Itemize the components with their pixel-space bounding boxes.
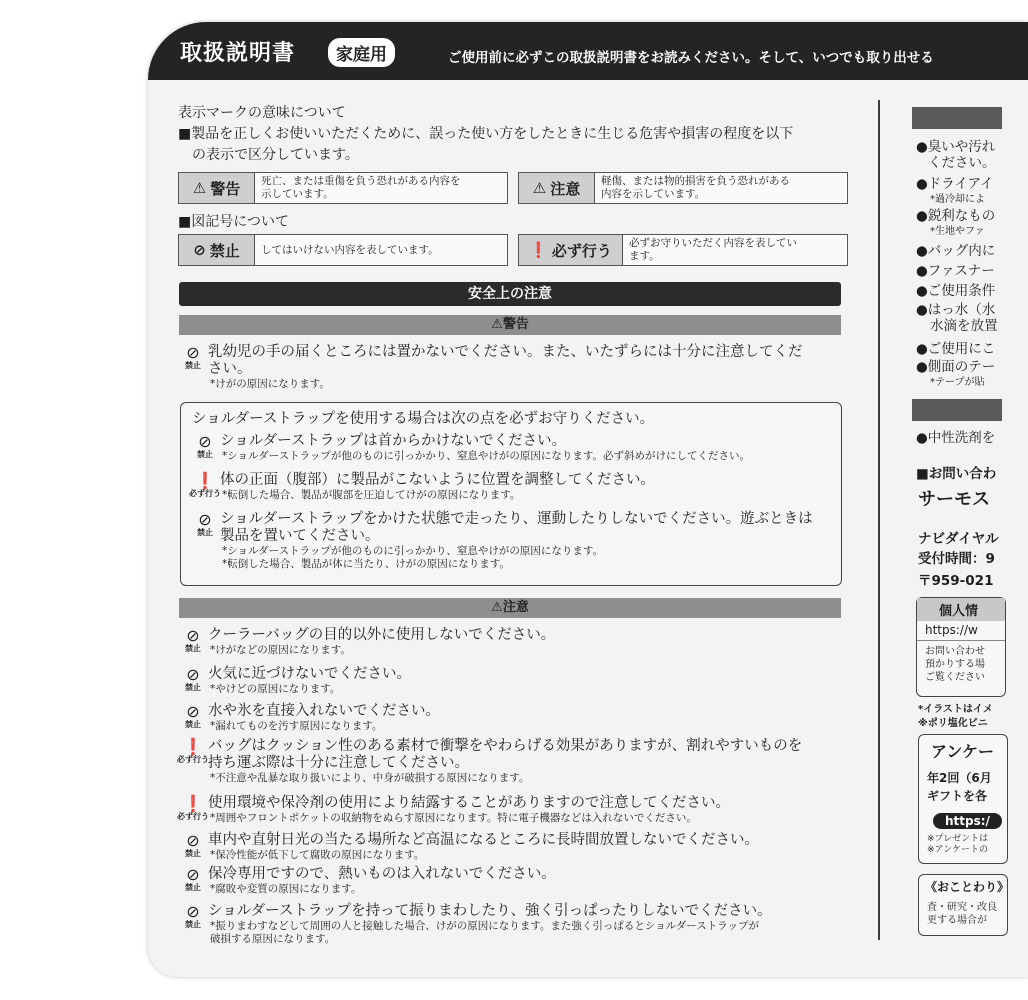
notice-box — [918, 874, 1008, 936]
privacy-box — [916, 597, 1006, 697]
mandatory-caption: 必ず行う — [177, 755, 209, 764]
warning-text-2: さい。 — [208, 361, 252, 377]
right-column-line: ●側面のテー — [916, 359, 996, 375]
caution-text: 使用環境や保冷剤の使用により結露することがありますので注意してください。 — [208, 795, 730, 811]
prohibit-caption: 禁止 — [185, 883, 201, 892]
caution-item — [178, 703, 440, 733]
strap-text: 体の正面（腹部）に製品がこないように位置を調整してください。 — [220, 472, 655, 488]
right-section-bar-2 — [912, 399, 1002, 421]
caution-note: *不注意や乱暴な取り扱いにより、中身が破損する原因になります。 — [210, 772, 530, 784]
severity-marks-row — [178, 172, 848, 204]
symbols-heading: ■図記号について — [178, 214, 289, 230]
caution-text: 水や氷を直接入れないでください。 — [208, 703, 440, 719]
illustration-note: *イラストはイメ — [918, 704, 993, 715]
caution-note: *やけどの原因になります。 — [210, 683, 341, 695]
prohibit-icon: ⊘ — [198, 510, 212, 529]
mandatory-caption: 必ず行う — [189, 489, 221, 498]
survey-body-2: ギフトを各 — [927, 789, 988, 803]
strap-item-position — [190, 472, 655, 502]
caution-note: *保冷性能が低下して腐敗の原因になります。 — [210, 849, 425, 861]
mandatory-mark-label: 必ず行う — [551, 241, 612, 260]
exclamation-icon: ❗ — [183, 737, 203, 756]
mandatory-mark-box — [518, 234, 848, 266]
caution-note: *周囲やフロントポケットの収納物をぬらす原因になります。特に電子機器などは入れないでください。 — [210, 812, 697, 824]
strap-note: *ショルダーストラップが他のものに引っかかり、窒息やけがの原因になります。必ず斜めがけにしてください。 — [222, 450, 751, 462]
prohibit-icon: ⊘ — [186, 831, 200, 850]
warning-text: 乳幼児の手の届くところには置かないでください。また、いたずらには十分に注意してくだ — [208, 344, 803, 360]
exclamation-icon: ❗ — [195, 471, 215, 490]
warning-mark-desc: 死亡、または重傷を負う恐れがある内容を — [261, 175, 461, 187]
survey-url[interactable]: https:/ — [933, 813, 1002, 829]
strap-text: ショルダーストラップをかけた状態で走ったり、運動したりしないでください。遊ぶときは — [220, 511, 813, 527]
prohibit-caption: 禁止 — [185, 920, 201, 929]
privacy-body-1: お問い合わせ — [925, 646, 985, 657]
privacy-url[interactable]: https://w — [925, 623, 978, 637]
caution-text: 車内や直射日光の当たる場所など高温になるところに長時間放置しないでください。 — [208, 832, 759, 848]
right-section-bar — [912, 107, 1002, 129]
caution-text: クーラーバッグの目的以外に使用しないでください。 — [208, 627, 556, 643]
right-column-line: *過冷却によ — [930, 194, 985, 205]
strap-note: *転倒した場合、製品が腹部を圧迫してけがの原因になります。 — [222, 489, 521, 501]
privacy-body-3: ご覧ください — [925, 672, 985, 683]
caution-item — [178, 903, 772, 946]
caution-note-2: 破損する原因になります。 — [210, 933, 336, 945]
survey-body-1: 年2回（6月 — [927, 771, 992, 785]
mandatory-mark-desc: 必ずお守りいただく内容を表してい — [629, 237, 797, 249]
right-column-line: ■お問い合わ — [916, 466, 997, 482]
prohibit-icon: ⊘ — [186, 626, 200, 645]
right-column-line: ●ご使用にこ — [916, 341, 996, 357]
strap-item-neck — [190, 433, 750, 463]
strap-note: *ショルダーストラップが他のものに引っかかり、窒息やけがの原因になります。 — [222, 545, 604, 557]
warning-bar: ⚠警告 — [179, 315, 841, 335]
header-bar — [148, 22, 1028, 80]
right-column-line: 〒959-021 — [918, 573, 994, 589]
prohibit-icon: ⊘ — [186, 665, 200, 684]
caution-text: 保冷専用ですので、熱いものは入れないでください。 — [208, 866, 556, 882]
right-column-line: ●バッグ内に — [916, 243, 996, 259]
privacy-box-head: 個人情 — [917, 598, 1005, 621]
caution-item — [178, 866, 556, 896]
prohibit-icon: ⊘ — [186, 902, 200, 921]
prohibit-mark-desc: してはいけない内容を表しています。 — [261, 243, 439, 256]
caution-text: ショルダーストラップを持って振りまわしたり、強く引っぱったりしないでください。 — [208, 903, 772, 919]
caution-item — [178, 795, 730, 825]
prohibit-icon: ⊘ — [186, 702, 200, 721]
mandatory-caption: 必ず行う — [177, 812, 209, 821]
marks-lead-line-1: ■製品を正しくお使いいただくために、誤った使い方をしたときに生じる危害や損害の程度を以下 — [178, 126, 794, 142]
strap-note-2: *転倒した場合、製品が体に当たり、けがの原因になります。 — [222, 558, 510, 570]
marks-lead-line-2: の表示で区分しています。 — [192, 147, 359, 163]
survey-note-2: ※アンケートの — [927, 845, 989, 855]
caution-note: *けがなどの原因になります。 — [210, 644, 351, 656]
caution-note: *漏れてものを汚す原因になります。 — [210, 720, 383, 732]
caution-mark-desc: 軽傷、または物的損害を負う恐れがある — [601, 175, 790, 187]
prohibit-mark-label: 禁止 — [209, 241, 240, 260]
right-column-line: ●ファスナー — [916, 263, 995, 279]
survey-box — [918, 734, 1008, 864]
strap-text-2: 製品を置いてください。 — [220, 528, 380, 544]
prohibit-caption: 禁止 — [185, 361, 201, 370]
notice-body-1: 査・研究・改良 — [927, 902, 997, 913]
right-column-line: ●はっ水（水 — [916, 302, 996, 318]
right-column-line: 受付時間：9 — [918, 551, 995, 567]
strap-text: ショルダーストラップは首からかけないでください。 — [220, 433, 567, 449]
warning-mark-desc-2: 示しています。 — [261, 188, 334, 200]
prohibit-caption: 禁止 — [185, 720, 201, 729]
prohibit-caption: 禁止 — [197, 528, 213, 537]
prohibit-icon: ⊘ — [186, 865, 200, 884]
survey-note-1: ※プレゼントは — [927, 834, 989, 844]
column-divider — [878, 100, 880, 940]
caution-bar: ⚠注意 — [179, 598, 841, 618]
right-column-line: ●ドライアイ — [916, 176, 994, 192]
survey-box-head: アンケー — [931, 742, 995, 761]
document-title: 取扱説明書 — [180, 41, 296, 66]
exclamation-circle-icon: ❗ — [529, 241, 548, 259]
header-intro-text: ご使用前に必ずこの取扱説明書をお読みください。そして、いつでも取り出せる — [448, 50, 934, 66]
prohibit-caption: 禁止 — [185, 644, 201, 653]
prohibit-icon: ⊘ — [186, 343, 200, 362]
notice-body-2: 更する場合が — [927, 915, 987, 926]
right-column-line: ●臭いや汚れ — [916, 139, 996, 155]
warning-note: *けがの原因になります。 — [210, 378, 330, 390]
mandatory-mark-desc-2: ます。 — [629, 250, 660, 262]
prohibit-mark-box — [178, 234, 508, 266]
caution-note: *腐敗や変質の原因になります。 — [210, 883, 362, 895]
right-column-line: ●ご使用条件 — [916, 283, 996, 299]
strap-heading: ショルダーストラップを使用する場合は次の点を必ずお守りください。 — [192, 411, 655, 427]
caution-item — [178, 738, 802, 785]
caution-item — [178, 832, 759, 862]
prohibit-caption: 禁止 — [197, 450, 213, 459]
prohibit-caption: 禁止 — [185, 683, 201, 692]
right-column-line: *生地やファ — [930, 226, 985, 237]
household-use-tag: 家庭用 — [328, 38, 395, 67]
warning-mark-label: 警告 — [210, 179, 241, 198]
caution-triangle-icon: ⚠ — [532, 179, 547, 197]
caution-mark-label: 注意 — [550, 179, 581, 198]
right-column-line: ナビダイヤル — [918, 531, 999, 547]
caution-mark-desc-2: 内容を示しています。 — [601, 188, 706, 200]
caution-text-2: 持ち運ぶ際は十分に注意してください。 — [208, 755, 469, 771]
symbol-marks-row — [178, 234, 848, 266]
safety-title-bar: 安全上の注意 — [179, 282, 841, 306]
warning-mark-box — [178, 172, 508, 204]
caution-item — [178, 627, 555, 657]
warning-triangle-icon: ⚠ — [192, 179, 207, 197]
caution-text: 火気に近づけないでください。 — [208, 666, 411, 682]
pvc-note: ※ポリ塩化ビニ — [918, 718, 988, 729]
privacy-body-2: 預かりする場 — [925, 659, 985, 670]
caution-text: バッグはクッション性のある素材で衝撃をやわらげる効果がありますが、割れやすいものを — [208, 738, 803, 754]
exclamation-icon: ❗ — [183, 794, 203, 813]
right-column-line: 水滴を放置 — [930, 318, 998, 334]
caution-mark-box — [518, 172, 848, 204]
caution-item — [178, 666, 411, 696]
marks-heading: 表示マークの意味について — [178, 105, 346, 121]
prohibit-icon: ⊘ — [198, 432, 212, 451]
prohibit-caption: 禁止 — [185, 849, 201, 858]
right-column-line: ●中性洗剤を — [916, 430, 996, 446]
caution-note: *振りまわすなどして周囲の人と接触した場合、けがの原因になります。また強く引っぱるとショルダーストラップが — [210, 920, 760, 932]
strap-item-running — [190, 511, 813, 571]
notice-box-head: 《おことわり》 — [925, 880, 1010, 894]
right-column-line: *テープが貼 — [930, 377, 985, 388]
right-column-line: ●鋭利なもの — [916, 208, 996, 224]
warning-item-infants — [178, 344, 803, 391]
right-column-line: ください。 — [928, 155, 996, 171]
right-column-line: サーモス — [918, 489, 990, 510]
prohibit-circle-icon: ⊘ — [193, 241, 206, 259]
